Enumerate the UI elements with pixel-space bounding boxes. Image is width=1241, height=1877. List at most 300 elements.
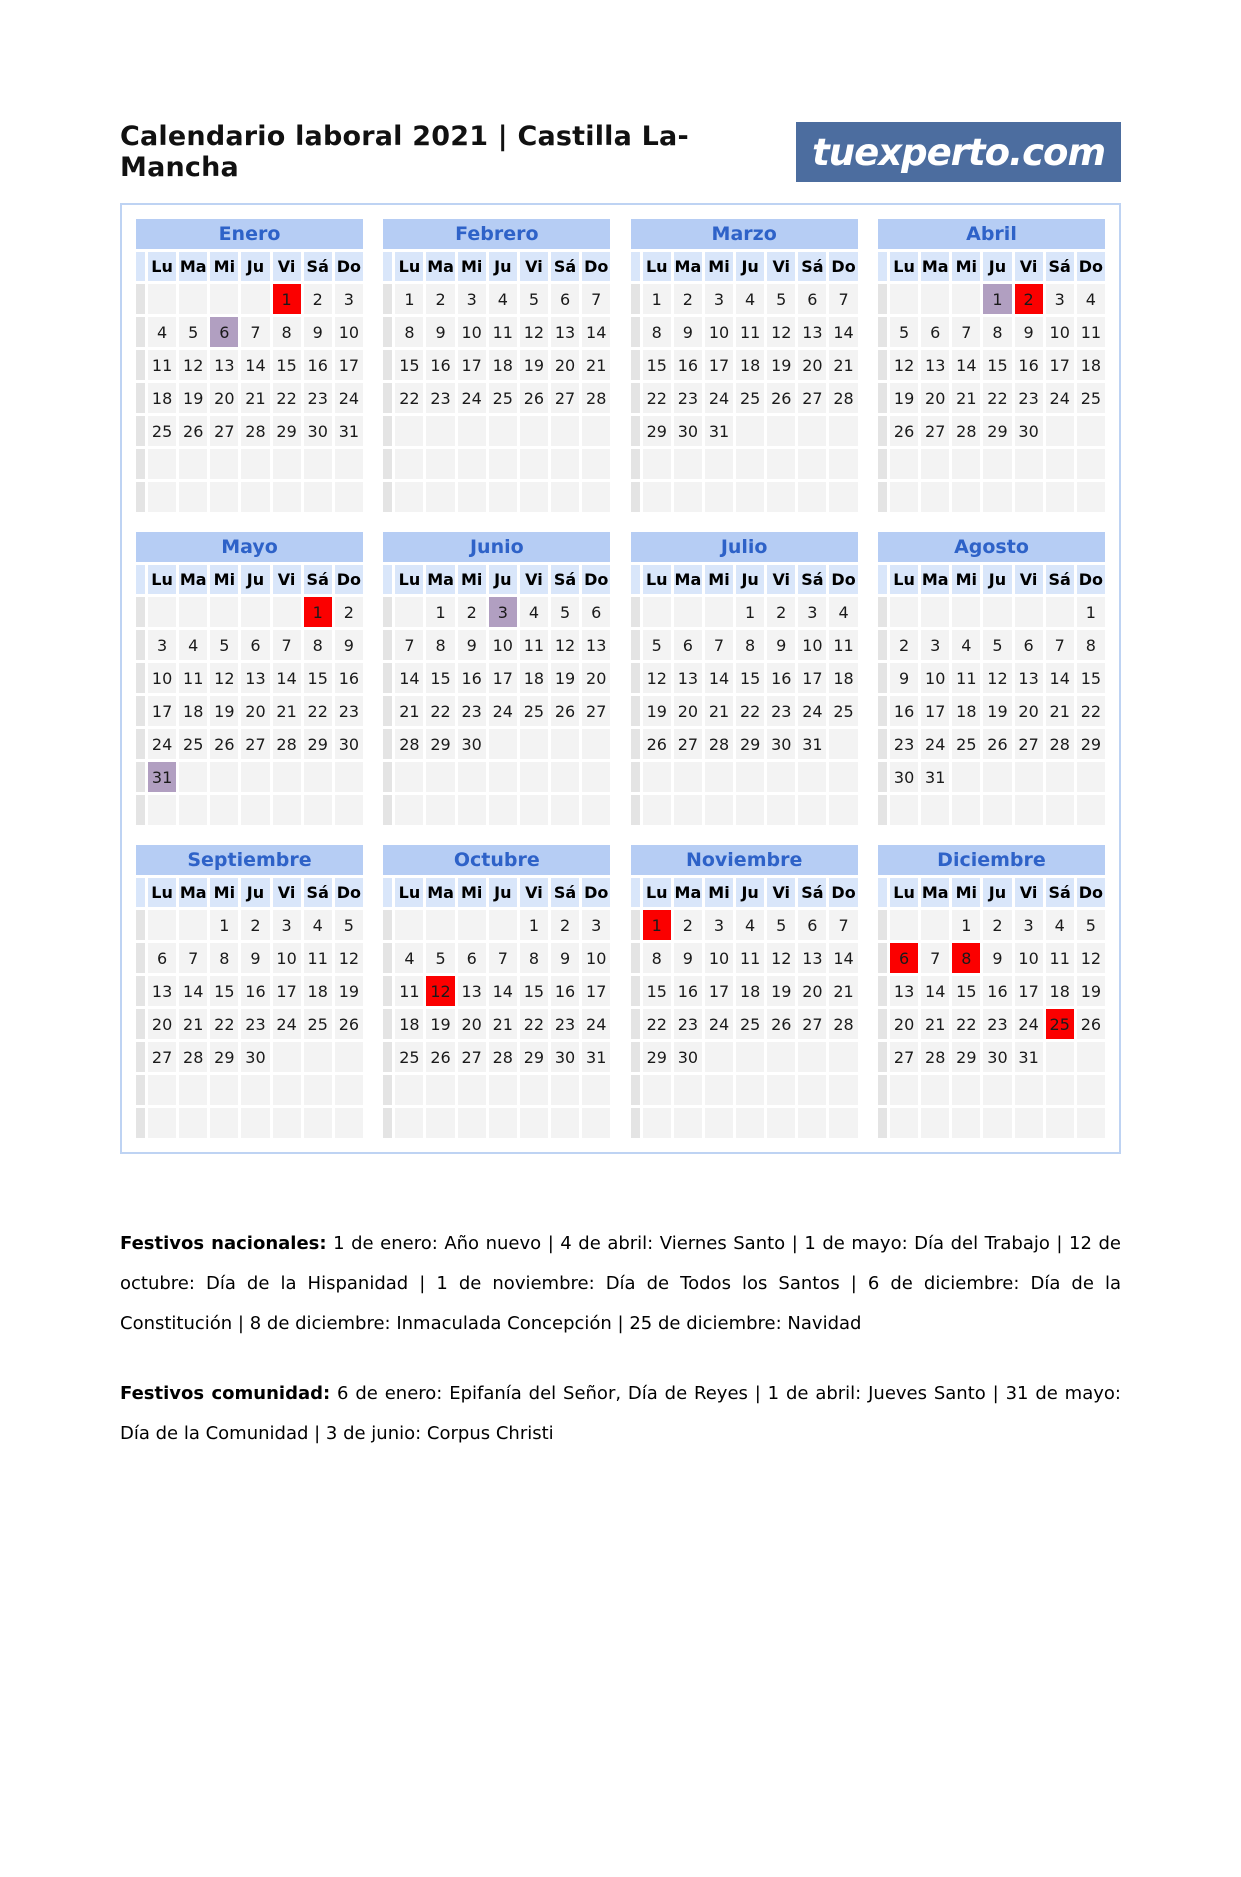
empty-cell (551, 729, 579, 759)
day-cell: 15 (304, 663, 332, 693)
empty-cell (489, 1075, 517, 1105)
empty-cell (489, 482, 517, 512)
week-gutter (631, 762, 640, 792)
week-gutter (136, 943, 145, 973)
day-cell: 4 (520, 597, 548, 627)
day-cell: 20 (890, 1009, 918, 1039)
day-cell: 21 (582, 350, 610, 380)
month-diciembre (875, 842, 1108, 1141)
day-cell: 18 (489, 350, 517, 380)
day-cell: 12 (551, 630, 579, 660)
community-holiday-cell: 1 (983, 284, 1011, 314)
day-cell: 5 (520, 284, 548, 314)
day-header: Vi (1015, 565, 1043, 594)
empty-cell (674, 1075, 702, 1105)
week-gutter (136, 795, 145, 825)
day-cell: 10 (1046, 317, 1074, 347)
day-cell: 6 (921, 317, 949, 347)
day-cell: 3 (798, 597, 826, 627)
day-cell: 11 (489, 317, 517, 347)
day-header: Do (1077, 878, 1105, 907)
day-cell: 22 (643, 1009, 671, 1039)
week-gutter (631, 795, 640, 825)
day-cell: 24 (921, 729, 949, 759)
day-cell: 8 (210, 943, 238, 973)
day-cell: 6 (1015, 630, 1043, 660)
week-gutter (136, 663, 145, 693)
week-gutter (383, 762, 392, 792)
empty-cell (304, 449, 332, 479)
empty-cell (179, 910, 207, 940)
day-header: Mi (952, 252, 980, 281)
empty-cell (705, 1108, 733, 1138)
week-gutter (631, 1108, 640, 1138)
week-gutter (878, 597, 887, 627)
empty-cell (395, 762, 423, 792)
month-junio (380, 529, 613, 828)
empty-cell (1077, 482, 1105, 512)
empty-cell (426, 910, 454, 940)
empty-cell (890, 1075, 918, 1105)
day-cell: 3 (921, 630, 949, 660)
day-cell: 5 (335, 910, 363, 940)
day-cell: 9 (674, 943, 702, 973)
week-gutter (383, 943, 392, 973)
week-gutter (878, 284, 887, 314)
day-cell: 26 (179, 416, 207, 446)
day-cell: 13 (798, 317, 826, 347)
day-header: Vi (520, 252, 548, 281)
empty-cell (798, 482, 826, 512)
week-gutter (878, 383, 887, 413)
day-cell: 13 (241, 663, 269, 693)
day-header: Ma (921, 878, 949, 907)
day-cell: 17 (798, 663, 826, 693)
day-cell: 26 (643, 729, 671, 759)
day-cell: 21 (705, 696, 733, 726)
day-cell: 3 (1046, 284, 1074, 314)
brand-logo: tuexperto.com (796, 122, 1121, 182)
day-cell: 26 (1077, 1009, 1105, 1039)
day-cell: 21 (952, 383, 980, 413)
day-header: Lu (395, 565, 423, 594)
day-cell: 6 (551, 284, 579, 314)
day-cell: 9 (241, 943, 269, 973)
day-cell: 9 (304, 317, 332, 347)
week-gutter (878, 252, 887, 281)
day-cell: 14 (489, 976, 517, 1006)
calendar-grid (133, 216, 1108, 1141)
day-cell: 19 (767, 976, 795, 1006)
day-cell: 16 (983, 976, 1011, 1006)
week-gutter (383, 350, 392, 380)
empty-cell (273, 597, 301, 627)
empty-cell (1046, 1042, 1074, 1072)
day-cell: 11 (520, 630, 548, 660)
week-gutter (878, 878, 887, 907)
day-cell: 22 (304, 696, 332, 726)
week-gutter (383, 383, 392, 413)
empty-cell (210, 795, 238, 825)
day-header: Ju (241, 878, 269, 907)
empty-cell (1015, 762, 1043, 792)
day-header: Sá (798, 878, 826, 907)
empty-cell (921, 597, 949, 627)
day-header: Ma (674, 878, 702, 907)
empty-cell (674, 795, 702, 825)
month-title: Diciembre (878, 845, 1105, 875)
empty-cell (179, 597, 207, 627)
empty-cell (395, 482, 423, 512)
empty-cell (582, 762, 610, 792)
empty-cell (798, 1108, 826, 1138)
day-header: Ma (426, 252, 454, 281)
week-gutter (878, 795, 887, 825)
empty-cell (273, 1042, 301, 1072)
week-gutter (631, 252, 640, 281)
day-header: Mi (705, 878, 733, 907)
empty-cell (829, 416, 857, 446)
week-gutter (878, 910, 887, 940)
day-cell: 1 (520, 910, 548, 940)
day-cell: 22 (520, 1009, 548, 1039)
day-cell: 7 (952, 317, 980, 347)
day-cell: 2 (426, 284, 454, 314)
day-cell: 8 (304, 630, 332, 660)
week-gutter (136, 416, 145, 446)
day-cell: 16 (241, 976, 269, 1006)
day-header: Vi (273, 878, 301, 907)
day-cell: 14 (582, 317, 610, 347)
day-cell: 14 (921, 976, 949, 1006)
day-cell: 7 (179, 943, 207, 973)
month-mayo (133, 529, 366, 828)
empty-cell (241, 762, 269, 792)
empty-cell (335, 1108, 363, 1138)
day-cell: 15 (643, 976, 671, 1006)
day-cell: 29 (210, 1042, 238, 1072)
empty-cell (643, 795, 671, 825)
week-gutter (878, 762, 887, 792)
week-gutter (136, 284, 145, 314)
day-header: Do (582, 252, 610, 281)
month-abril (875, 216, 1108, 515)
day-cell: 17 (148, 696, 176, 726)
week-gutter (631, 449, 640, 479)
day-cell: 4 (179, 630, 207, 660)
day-cell: 25 (520, 696, 548, 726)
day-cell: 1 (210, 910, 238, 940)
day-cell: 26 (335, 1009, 363, 1039)
empty-cell (798, 449, 826, 479)
empty-cell (241, 1075, 269, 1105)
day-cell: 17 (921, 696, 949, 726)
day-header: Lu (643, 878, 671, 907)
day-cell: 27 (921, 416, 949, 446)
empty-cell (395, 416, 423, 446)
day-cell: 24 (335, 383, 363, 413)
empty-cell (1046, 1075, 1074, 1105)
day-cell: 22 (983, 383, 1011, 413)
day-cell: 13 (674, 663, 702, 693)
week-gutter (383, 910, 392, 940)
day-cell: 26 (520, 383, 548, 413)
week-gutter (631, 1075, 640, 1105)
week-gutter (136, 729, 145, 759)
day-cell: 11 (829, 630, 857, 660)
empty-cell (952, 1075, 980, 1105)
empty-cell (1046, 762, 1074, 792)
day-cell: 30 (674, 1042, 702, 1072)
day-cell: 26 (767, 1009, 795, 1039)
day-header: Lu (148, 565, 176, 594)
day-cell: 30 (1015, 416, 1043, 446)
empty-cell (736, 1075, 764, 1105)
day-cell: 11 (179, 663, 207, 693)
day-cell: 23 (767, 696, 795, 726)
day-cell: 19 (643, 696, 671, 726)
day-cell: 21 (921, 1009, 949, 1039)
week-gutter (878, 1042, 887, 1072)
day-header: Lu (643, 565, 671, 594)
empty-cell (520, 795, 548, 825)
day-header: Ju (241, 252, 269, 281)
day-cell: 7 (489, 943, 517, 973)
month-title: Junio (383, 532, 610, 562)
empty-cell (304, 482, 332, 512)
month-title: Abril (878, 219, 1105, 249)
empty-cell (335, 795, 363, 825)
day-cell: 3 (705, 910, 733, 940)
week-gutter (136, 878, 145, 907)
week-gutter (631, 729, 640, 759)
empty-cell (705, 597, 733, 627)
empty-cell (1077, 416, 1105, 446)
month-marzo (628, 216, 861, 515)
week-gutter (383, 630, 392, 660)
day-cell: 4 (304, 910, 332, 940)
empty-cell (890, 795, 918, 825)
week-gutter (631, 416, 640, 446)
day-cell: 4 (952, 630, 980, 660)
day-cell: 24 (489, 696, 517, 726)
day-cell: 2 (983, 910, 1011, 940)
week-gutter (383, 1108, 392, 1138)
empty-cell (551, 1075, 579, 1105)
day-cell: 4 (829, 597, 857, 627)
day-cell: 6 (798, 284, 826, 314)
day-cell: 1 (736, 597, 764, 627)
day-cell: 17 (273, 976, 301, 1006)
day-cell: 2 (551, 910, 579, 940)
empty-cell (458, 416, 486, 446)
empty-cell (736, 449, 764, 479)
day-cell: 15 (983, 350, 1011, 380)
month-title: Enero (136, 219, 363, 249)
day-header: Do (335, 565, 363, 594)
day-header: Ma (179, 878, 207, 907)
day-cell: 11 (304, 943, 332, 973)
empty-cell (1046, 449, 1074, 479)
day-header: Lu (148, 252, 176, 281)
day-cell: 15 (1077, 663, 1105, 693)
empty-cell (829, 729, 857, 759)
day-cell: 12 (179, 350, 207, 380)
day-cell: 15 (273, 350, 301, 380)
day-cell: 24 (148, 729, 176, 759)
day-header: Do (1077, 565, 1105, 594)
day-cell: 6 (241, 630, 269, 660)
day-cell: 5 (551, 597, 579, 627)
day-cell: 25 (489, 383, 517, 413)
week-gutter (631, 597, 640, 627)
day-header: Mi (210, 252, 238, 281)
empty-cell (335, 1042, 363, 1072)
day-cell: 16 (674, 350, 702, 380)
week-gutter (383, 416, 392, 446)
day-header: Vi (767, 565, 795, 594)
empty-cell (179, 1075, 207, 1105)
empty-cell (983, 762, 1011, 792)
empty-cell (520, 762, 548, 792)
day-cell: 15 (210, 976, 238, 1006)
day-cell: 23 (674, 1009, 702, 1039)
day-cell: 27 (241, 729, 269, 759)
week-gutter (383, 696, 392, 726)
empty-cell (952, 597, 980, 627)
day-cell: 24 (458, 383, 486, 413)
day-header: Sá (551, 565, 579, 594)
day-cell: 2 (335, 597, 363, 627)
empty-cell (983, 795, 1011, 825)
day-cell: 24 (705, 1009, 733, 1039)
day-cell: 2 (304, 284, 332, 314)
month-noviembre (628, 842, 861, 1141)
day-cell: 19 (520, 350, 548, 380)
day-cell: 29 (643, 1042, 671, 1072)
holiday-notes (120, 1224, 1121, 1454)
empty-cell (736, 1042, 764, 1072)
week-gutter (383, 284, 392, 314)
empty-cell (551, 482, 579, 512)
day-header: Lu (890, 252, 918, 281)
day-cell: 16 (335, 663, 363, 693)
empty-cell (952, 284, 980, 314)
week-gutter (136, 1108, 145, 1138)
day-cell: 20 (921, 383, 949, 413)
day-cell: 26 (210, 729, 238, 759)
day-cell: 3 (273, 910, 301, 940)
day-cell: 11 (952, 663, 980, 693)
day-cell: 20 (1015, 696, 1043, 726)
day-cell: 18 (395, 1009, 423, 1039)
empty-cell (458, 482, 486, 512)
week-gutter (383, 482, 392, 512)
national-holiday-cell: 25 (1046, 1009, 1074, 1039)
day-cell: 3 (582, 910, 610, 940)
month-octubre (380, 842, 613, 1141)
empty-cell (1046, 795, 1074, 825)
week-gutter (136, 482, 145, 512)
week-gutter (631, 630, 640, 660)
day-cell: 16 (426, 350, 454, 380)
day-cell: 4 (1046, 910, 1074, 940)
day-cell: 9 (983, 943, 1011, 973)
empty-cell (273, 762, 301, 792)
empty-cell (890, 284, 918, 314)
day-cell: 23 (241, 1009, 269, 1039)
week-gutter (383, 663, 392, 693)
day-cell: 26 (767, 383, 795, 413)
day-cell: 6 (458, 943, 486, 973)
empty-cell (551, 1108, 579, 1138)
day-cell: 8 (395, 317, 423, 347)
empty-cell (426, 762, 454, 792)
week-gutter (878, 482, 887, 512)
day-cell: 28 (829, 383, 857, 413)
national-holidays-text: 1 de enero: Año nuevo | 4 de abril: Viernes Santo | 1 de mayo: Día del Trabajo | 12 de octubre: Día de la Hispanidad | 1 de noviembre: Día de Todos los Santos | 6 de diciembre: Día de la Constitución | 8 de diciembre: Inmaculada Concepción | 25 de diciembre: Navidad (120, 1233, 1121, 1334)
day-header: Mi (952, 878, 980, 907)
day-cell: 23 (304, 383, 332, 413)
empty-cell (520, 1075, 548, 1105)
day-cell: 13 (798, 943, 826, 973)
day-cell: 18 (736, 350, 764, 380)
day-header: Do (829, 565, 857, 594)
week-gutter (878, 696, 887, 726)
day-header: Sá (551, 252, 579, 281)
day-cell: 12 (1077, 943, 1105, 973)
empty-cell (395, 795, 423, 825)
empty-cell (582, 416, 610, 446)
day-cell: 29 (643, 416, 671, 446)
day-cell: 10 (798, 630, 826, 660)
day-cell: 18 (829, 663, 857, 693)
week-gutter (136, 350, 145, 380)
week-gutter (631, 878, 640, 907)
day-header: Mi (705, 252, 733, 281)
day-header: Sá (798, 252, 826, 281)
day-cell: 13 (210, 350, 238, 380)
day-header: Sá (798, 565, 826, 594)
day-header: Mi (210, 565, 238, 594)
national-holiday-cell: 2 (1015, 284, 1043, 314)
empty-cell (921, 449, 949, 479)
empty-cell (582, 795, 610, 825)
empty-cell (767, 795, 795, 825)
empty-cell (458, 449, 486, 479)
empty-cell (798, 416, 826, 446)
day-cell: 10 (1015, 943, 1043, 973)
day-cell: 18 (952, 696, 980, 726)
empty-cell (179, 1108, 207, 1138)
empty-cell (489, 1108, 517, 1138)
day-cell: 18 (1046, 976, 1074, 1006)
day-cell: 22 (736, 696, 764, 726)
day-cell: 5 (179, 317, 207, 347)
day-cell: 24 (582, 1009, 610, 1039)
day-cell: 19 (983, 696, 1011, 726)
day-header: Vi (273, 252, 301, 281)
day-cell: 25 (952, 729, 980, 759)
day-header: Sá (304, 565, 332, 594)
empty-cell (767, 416, 795, 446)
week-gutter (383, 449, 392, 479)
day-header: Vi (520, 565, 548, 594)
day-cell: 17 (705, 976, 733, 1006)
empty-cell (983, 449, 1011, 479)
week-gutter (878, 729, 887, 759)
week-gutter (136, 630, 145, 660)
